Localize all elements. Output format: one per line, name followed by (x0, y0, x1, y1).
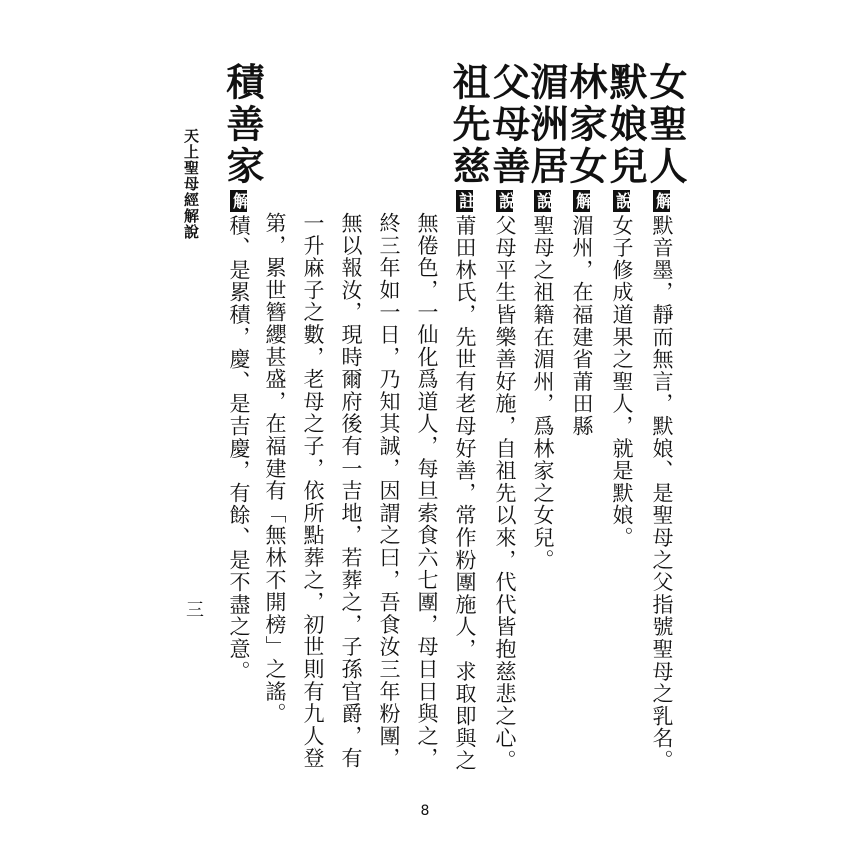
commentary-mark: 說 (612, 192, 632, 211)
text-line-3-content: 湄州，在福建省莆田縣 (570, 214, 594, 438)
text-line-5-content: 父母平生皆樂善好施，自祖先以來，代代皆抱慈悲之心。 (493, 214, 517, 772)
text-line-7: 無倦色，一仙化爲道人，每旦索食六七團，母日日與之， (415, 212, 439, 770)
running-title: 天上聖母經解說 (182, 128, 200, 240)
text-line-10: 一升麻子之數，老母之子，依所點葬之，初世則有九人登 (301, 212, 325, 770)
text-line-1 (651, 190, 672, 772)
text-line-8: 終三年如一日，乃知其誠，因謂之曰，吾食汝三年粉團， (377, 212, 401, 770)
explanation-mark: 解 (572, 192, 592, 211)
text-line-11: 第，累世簪纓甚盛，在福建有「無林不開榜」之謠。 (263, 212, 287, 725)
heading-monian: 默娘兒 (603, 62, 648, 188)
text-line-5 (494, 190, 515, 772)
text-line-1-content: 默音墨，靜而無言，默娘、是聖母之父指號聖母之乳名。 (650, 214, 674, 772)
commentary-mark: 說 (533, 192, 553, 211)
side-page-number: 三 (183, 600, 204, 618)
text-line-2 (611, 190, 632, 549)
text-line-9: 無以報汝，現時爾府後有一吉地，若葬之，子孫官爵，有 (339, 212, 363, 770)
text-line-3 (571, 190, 592, 437)
explanation-mark: 解 (652, 192, 672, 211)
annotation-mark: 註 (455, 192, 475, 211)
explanation-mark: 解 (229, 192, 249, 211)
heading-meizhou: 湄洲居 (524, 62, 569, 188)
heading-ancestors: 祖先慈 (446, 62, 491, 188)
heading-parents: 父母善 (486, 62, 531, 188)
text-line-4 (532, 190, 553, 571)
text-line-2-content: 女子修成道果之聖人，就是默娘。 (610, 214, 634, 549)
heading-virtuous-family: 積善家 (220, 62, 265, 188)
text-line-6-content: 莆田林氏，先世有老母好善，常作粉團施人，求取即與之 (453, 214, 477, 772)
footer-page-number: 8 (420, 803, 430, 819)
text-line-12 (228, 190, 249, 683)
text-line-6 (454, 190, 475, 772)
commentary-mark: 說 (495, 192, 515, 211)
heading-female-saint: 女聖人 (643, 62, 688, 188)
heading-lin-family: 林家女 (563, 62, 608, 188)
text-line-4-content: 聖母之祖籍在湄州，爲林家之女兒。 (531, 214, 555, 572)
text-line-12-content: 積、是累積，慶、是吉慶，有餘、是不盡之意。 (227, 214, 251, 683)
